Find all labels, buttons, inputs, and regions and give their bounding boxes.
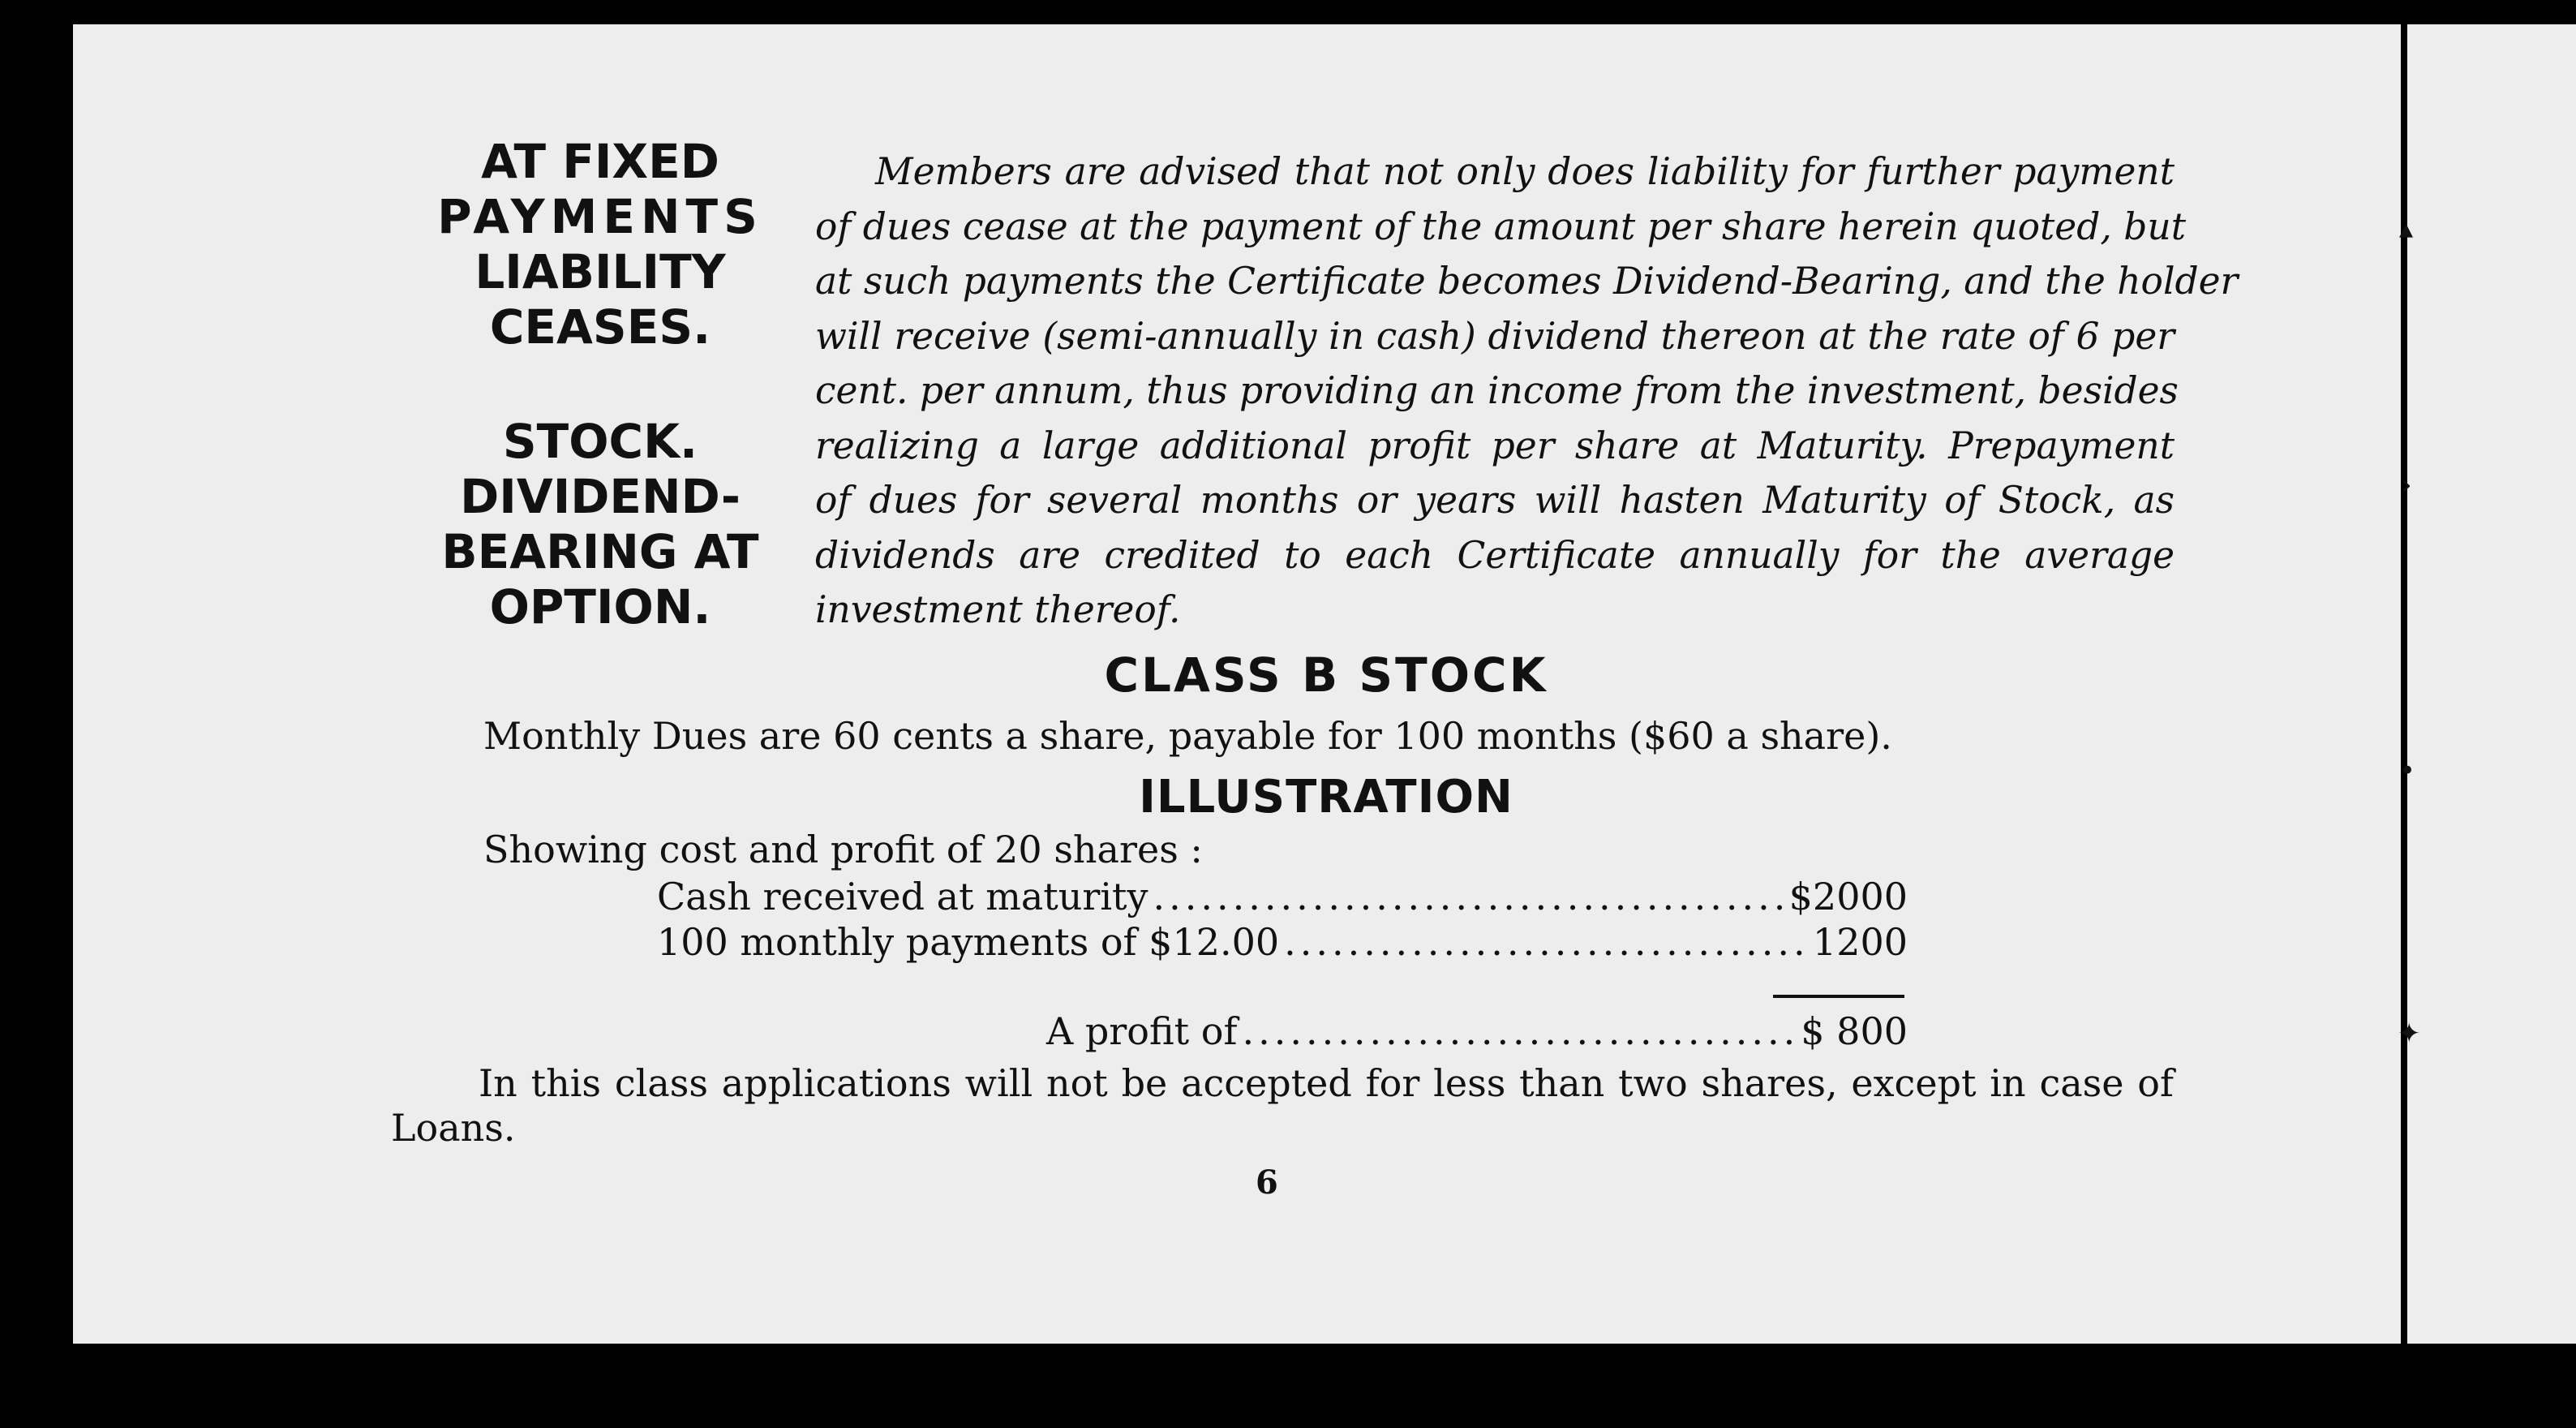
- paragraph-line: of dues cease at the payment of the amount per share herein quoted, but: [815, 204, 2186, 248]
- paragraph-line: cent. per annum, thus providing an income from the investment, besides: [815, 369, 2179, 412]
- members-paragraph: [815, 144, 2239, 638]
- paragraph-line: of dues for several months or years will hasten Maturity of Stock, as: [815, 479, 2175, 522]
- paragraph-line: will receive (semi-annually in cash) dividend thereon at the rate of 6 per: [815, 314, 2175, 358]
- row-amount: $ 800: [1801, 1009, 1908, 1053]
- sidehead-line: PAYMENTS: [437, 189, 763, 244]
- row-label: Cash received at maturity: [657, 875, 1148, 918]
- sidehead-line: LIABILITY: [474, 244, 726, 299]
- sidehead-line: BEARING AT: [441, 524, 759, 579]
- monthly-dues-text: Monthly Dues are 60 cents a share, payable for 100 months ($60 a share).: [483, 714, 1892, 758]
- sidehead-line: AT FIXED: [481, 134, 719, 189]
- class-note-paragraph: [391, 1061, 2174, 1151]
- row-label: A profit of: [1046, 1009, 1238, 1053]
- row-amount: $2000: [1788, 875, 1908, 918]
- illustration-row-cash-received: [657, 875, 1908, 918]
- sidehead-line: OPTION.: [489, 579, 711, 634]
- margin-mark: ▴: [2399, 213, 2414, 245]
- total-rule: [1773, 995, 1904, 998]
- class-b-stock-title: CLASS B STOCK: [1104, 647, 1548, 703]
- dot-leader: [1284, 920, 1808, 964]
- sidehead-line: CEASES.: [489, 299, 711, 355]
- margin-mark: ›: [2401, 469, 2412, 501]
- paragraph-line: realizing a large additional profit per share at Maturity. Prepayment: [815, 424, 2175, 467]
- adjacent-page-edge: [2407, 24, 2576, 1344]
- sidehead-line: DIVIDEND-: [460, 469, 741, 524]
- sidehead-dividend-bearing: [406, 414, 795, 634]
- dot-leader: [1153, 875, 1784, 918]
- row-label: 100 monthly payments of $12.00: [657, 920, 1280, 964]
- paragraph-line: Members are advised that not only does liability for further payment: [875, 150, 2175, 193]
- illustration-row-monthly-payments: [657, 920, 1908, 964]
- margin-mark: •: [2399, 755, 2416, 787]
- dot-leader: [1242, 1009, 1796, 1053]
- margin-mark: ✦: [2398, 1017, 2421, 1050]
- paragraph-line: investment thereof.: [815, 588, 1181, 631]
- illustration-title: ILLUSTRATION: [1139, 771, 1513, 824]
- page-number: 6: [1256, 1163, 1278, 1202]
- note-line: In this class applications will not be accepted for less than two shares, except in case of: [479, 1061, 2174, 1105]
- paragraph-line: at such payments the Certificate becomes Dividend-Bearing, and the holder: [815, 260, 2239, 303]
- showing-cost-line: Showing cost and profit of 20 shares :: [483, 828, 1203, 871]
- sidehead-liability-ceases: [406, 134, 795, 355]
- note-line: Loans.: [391, 1106, 516, 1150]
- illustration-row-profit: [1046, 1009, 1908, 1053]
- paragraph-line: dividends are credited to each Certificate annually for the average: [815, 533, 2175, 577]
- sidehead-line: STOCK.: [502, 414, 698, 469]
- row-amount: 1200: [1812, 920, 1908, 964]
